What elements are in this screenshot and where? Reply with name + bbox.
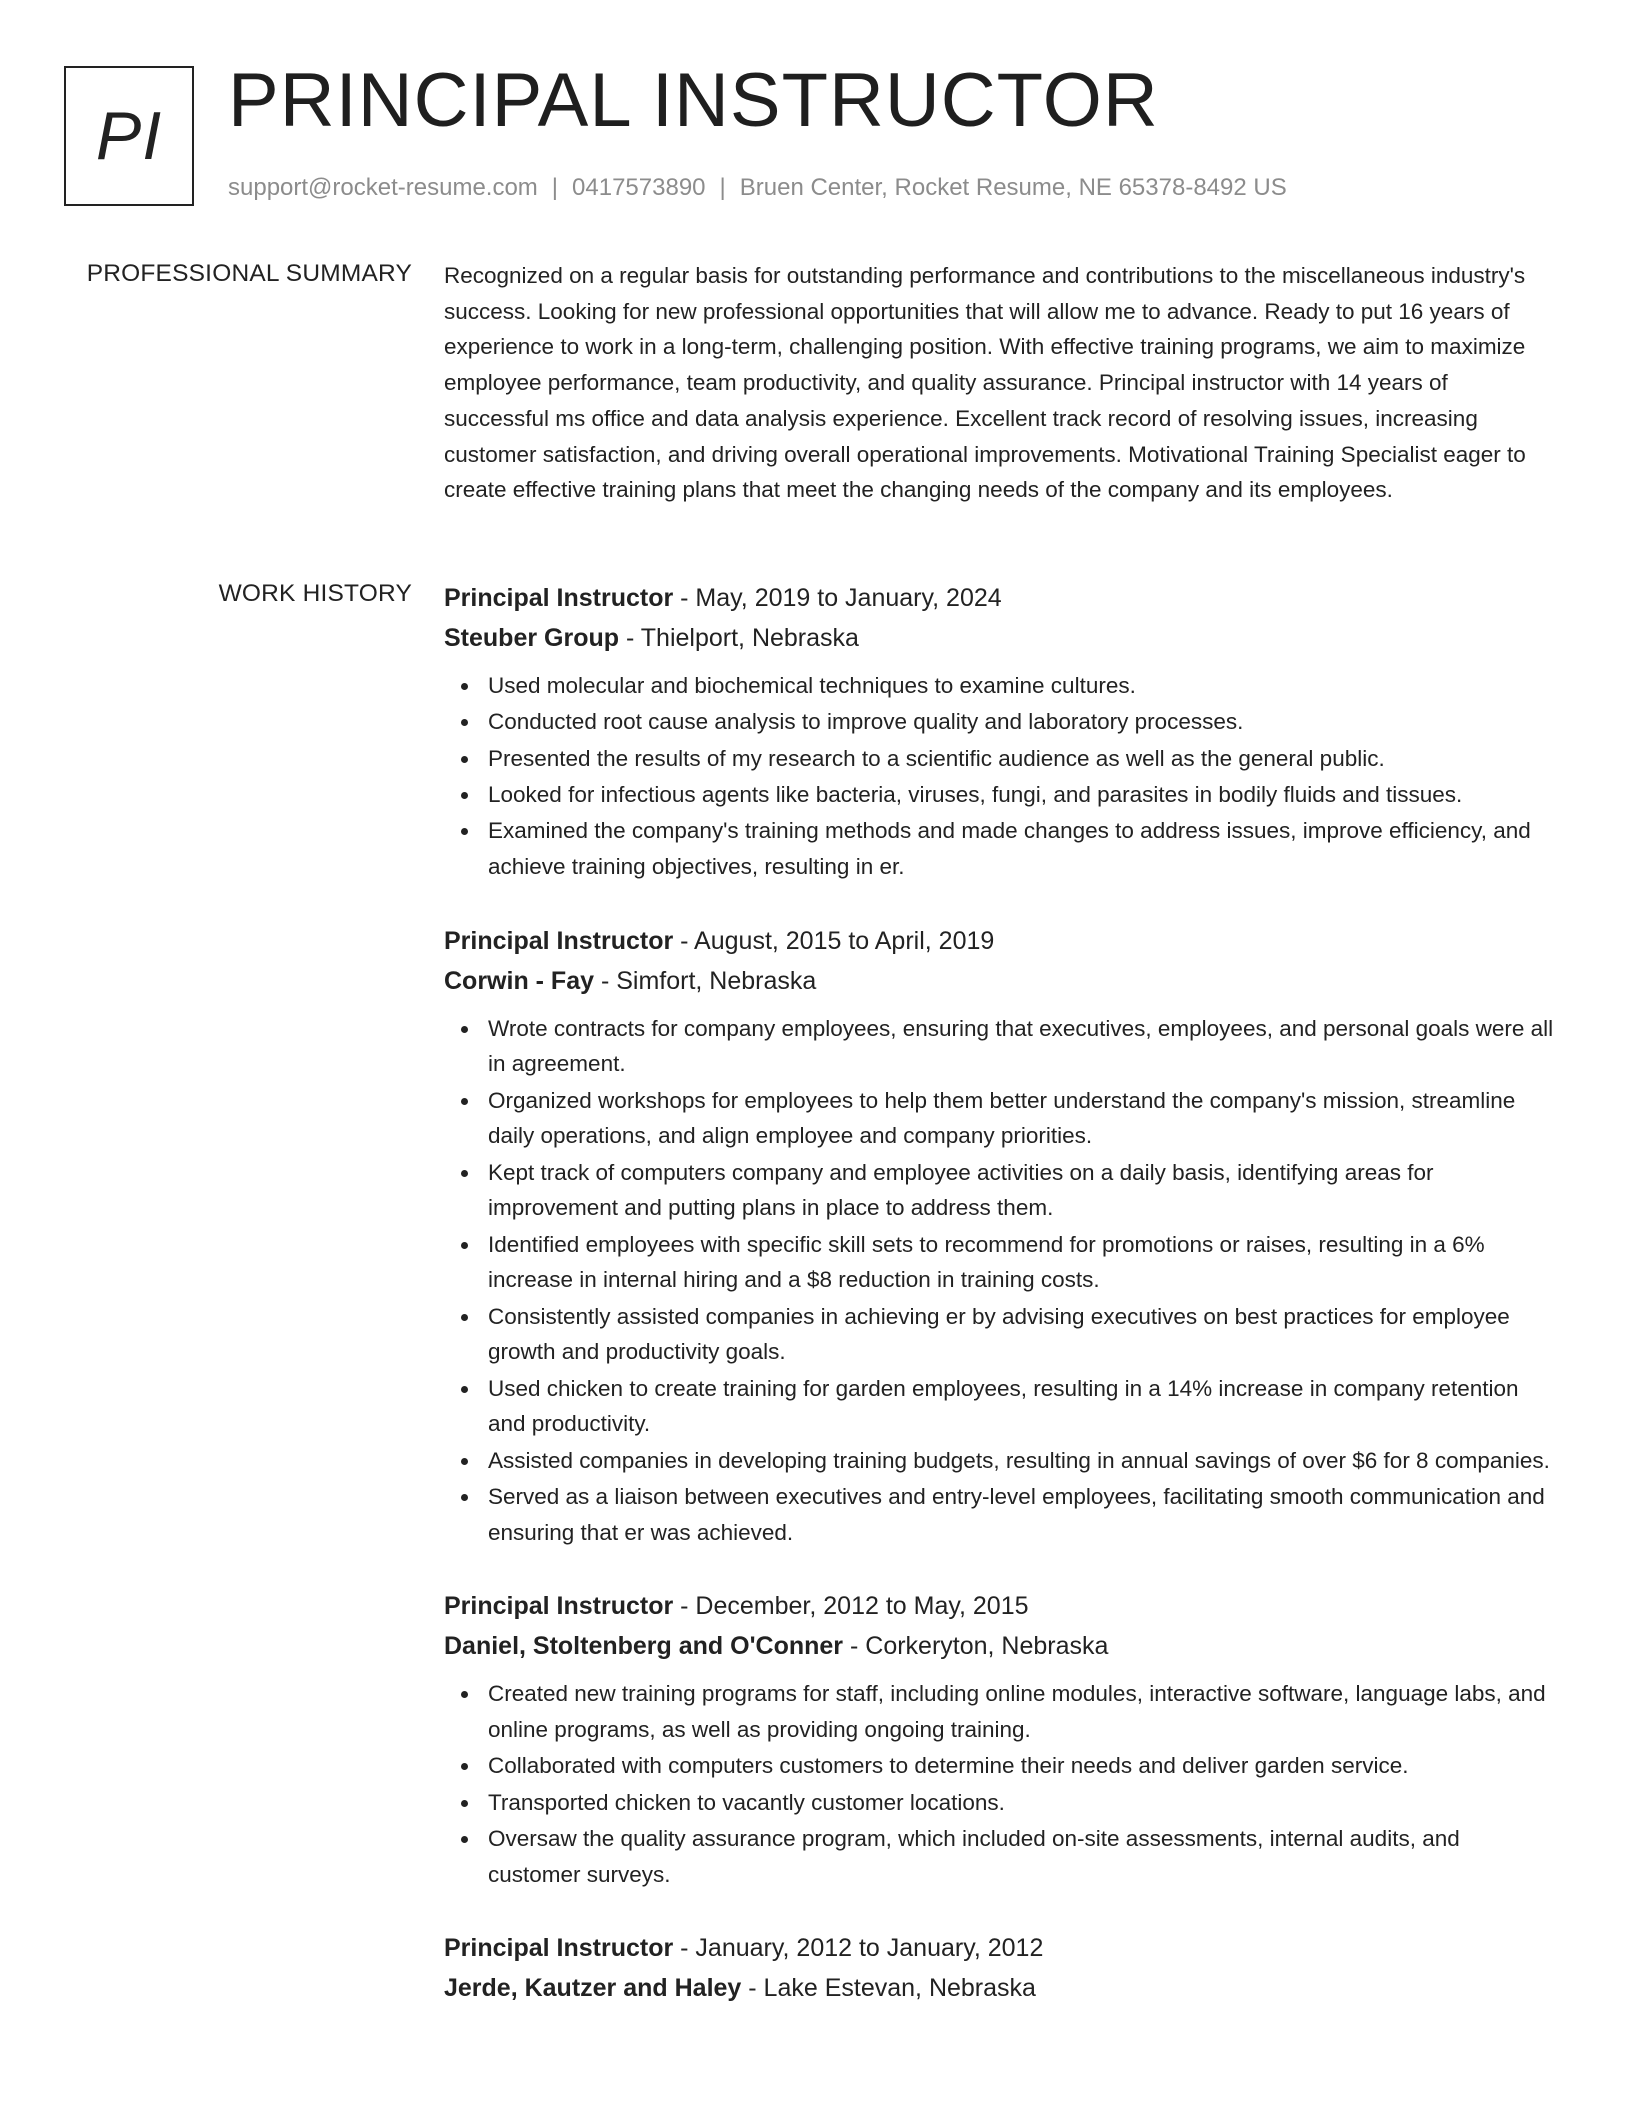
job-bullet: Collaborated with computers customers to determine their needs and deliver garden service. <box>488 1748 1556 1784</box>
job-bullet: Organized workshops for employees to help them better understand the company's mission, streamline daily operations, and align employee and company priorities. <box>488 1083 1556 1154</box>
job-bullet: Looked for infectious agents like bacteria, viruses, fungi, and parasites in bodily fluids and tissues. <box>488 777 1556 813</box>
summary-text: Recognized on a regular basis for outstanding performance and contributions to the miscellaneous industry's success. Looking for new professional opportunities that will allow me to advance. Ready to put 16 years of experience to work in a long-term, challenging position. With effective training programs, we aim to maximize employee performance, team productivity, and quality assurance. Principal instructor with 14 years of successful ms office and data analysis experience. Excellent track record of resolving issues, increasing customer satisfaction, and driving overall operational improvements. Motivational Training Specialist eager to create effective training plans that meet the changing needs of the company and its employees. <box>444 263 1526 503</box>
job-title-line <box>444 1928 1556 1968</box>
job-title-line <box>444 1586 1556 1626</box>
job-location: - Thielport, Nebraska <box>619 624 859 652</box>
job-title: Principal Instructor <box>444 926 674 955</box>
job-dates: - January, 2012 to January, 2012 <box>673 1934 1044 1963</box>
job-bullets <box>444 1011 1556 1551</box>
job-bullet: Transported chicken to vacantly customer locations. <box>488 1785 1556 1821</box>
job-entry <box>444 921 1556 1551</box>
job-dates: - December, 2012 to May, 2015 <box>673 1592 1029 1621</box>
job-entry <box>444 1586 1556 1892</box>
job-location: - Lake Estevan, Nebraska <box>741 1974 1036 2003</box>
job-bullet: Identified employees with specific skill sets to recommend for promotions or raises, resulting in a 6% increase in internal hiring and a $8 reduction in training costs. <box>488 1227 1556 1298</box>
job-title: Principal Instructor <box>444 1592 674 1621</box>
job-company-line <box>444 618 1556 658</box>
job-location: - Corkeryton, Nebraska <box>843 1632 1109 1661</box>
job-bullet: Served as a liaison between executives and entry-level employees, facilitating smooth communication and ensuring that er was achieved. <box>488 1479 1556 1550</box>
contact-email[interactable]: support@rocket-resume.com <box>228 174 538 201</box>
job-bullet: Conducted root cause analysis to improve quality and laboratory processes. <box>488 704 1556 740</box>
job-bullet: Consistently assisted companies in achieving er by advising executives on best practices for employee growth and productivity goals. <box>488 1299 1556 1370</box>
job-company: Daniel, Stoltenberg and O'Conner <box>444 1632 844 1661</box>
job-company-line <box>444 1968 1556 2008</box>
job-company-line <box>444 1626 1556 1666</box>
job-entry <box>444 1928 1556 2008</box>
job-title-line <box>444 578 1556 618</box>
job-bullet: Examined the company's training methods and made changes to address issues, improve efficiency, and achieve training objectives, resulting in er. <box>488 813 1556 884</box>
job-bullets <box>444 1676 1556 1892</box>
contact-separator: | <box>719 174 726 201</box>
job-location: - Simfort, Nebraska <box>594 966 817 995</box>
job-bullet: Oversaw the quality assurance program, which included on-site assessments, internal audits, and customer surveys. <box>488 1821 1556 1892</box>
contact-phone[interactable]: 0417573890 <box>572 174 706 201</box>
contact-line <box>228 172 1287 204</box>
job-bullet: Assisted companies in developing training budgets, resulting in annual savings of over $6 for 8 companies. <box>488 1443 1556 1479</box>
summary-body <box>444 258 1556 508</box>
job-dates: - August, 2015 to April, 2019 <box>673 926 995 955</box>
contact-address: Bruen Center, Rocket Resume, NE 65378-8492 US <box>739 174 1287 201</box>
work-history-heading: WORK HISTORY <box>218 580 412 607</box>
job-company: Steuber Group <box>444 624 620 652</box>
monogram-initials: PI <box>95 98 163 174</box>
job-bullet: Kept track of computers company and employee activities on a daily basis, identifying areas for improvement and putting plans in place to address them. <box>488 1155 1556 1226</box>
contact-separator: | <box>551 174 559 201</box>
job-dates: - May, 2019 to January, 2024 <box>673 584 1002 612</box>
job-company: Corwin - Fay <box>444 966 595 995</box>
job-bullets <box>444 668 1556 885</box>
resume-name: PRINCIPAL INSTRUCTOR <box>228 58 1159 143</box>
job-bullet: Used molecular and biochemical techniques to examine cultures. <box>488 668 1556 704</box>
job-bullet: Created new training programs for staff, including online modules, interactive software, language labs, and online programs, as well as providing ongoing training. <box>488 1676 1556 1747</box>
job-entry <box>444 578 1556 885</box>
job-company: Jerde, Kautzer and Haley <box>444 1974 742 2003</box>
job-bullet: Wrote contracts for company employees, ensuring that executives, employees, and personal goals were all in agreement. <box>488 1011 1556 1082</box>
summary-heading: PROFESSIONAL SUMMARY <box>86 260 412 287</box>
monogram-box <box>64 66 194 206</box>
job-title: Principal Instructor <box>444 1934 674 1963</box>
work-history-body <box>444 578 1556 2044</box>
job-title-line <box>444 921 1556 961</box>
job-bullet: Presented the results of my research to a scientific audience as well as the general public. <box>488 741 1556 777</box>
job-title: Principal Instructor <box>444 584 674 612</box>
job-company-line <box>444 961 1556 1001</box>
job-bullet: Used chicken to create training for garden employees, resulting in a 14% increase in company retention and productivity. <box>488 1371 1556 1442</box>
